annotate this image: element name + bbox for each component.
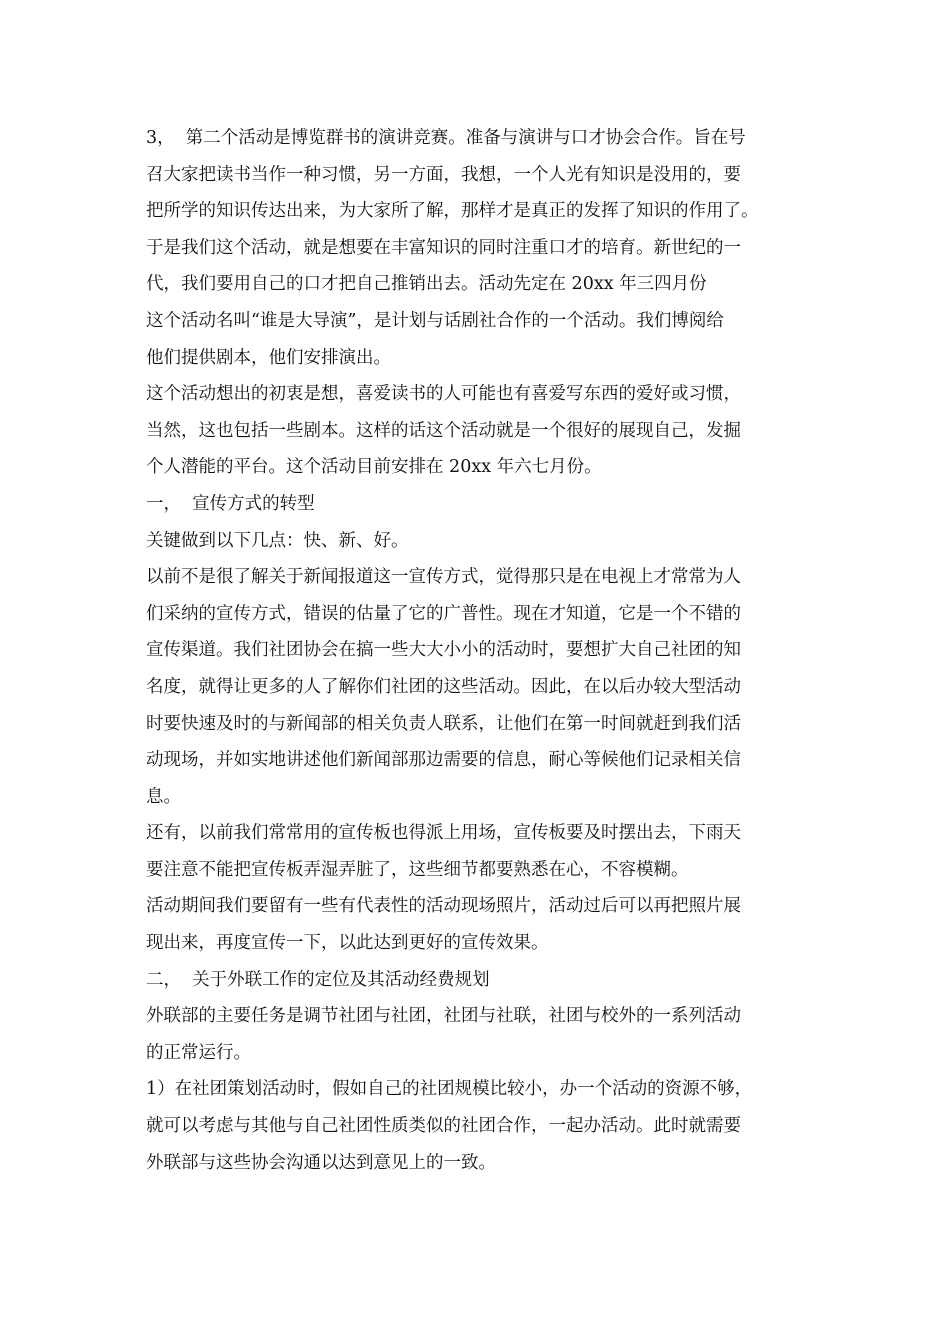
text-line: 1）在社团策划活动时，假如自己的社团规模比较小，办一个活动的资源不够， (146, 1079, 753, 1100)
text-line: 这个活动想出的初衷是想，喜爱读书的人可能也有喜爱写东西的爱好或习惯， (146, 384, 741, 405)
section-heading: 二， 关于外联工作的定位及其活动经费规划 (146, 969, 490, 990)
text-line: 还有，以前我们常常用的宣传板也得派上用场，宣传板要及时摆出去，下雨天 (146, 823, 741, 844)
text-line: 3， 第二个活动是博览群书的演讲竞赛。准备与演讲与口才协会合作。旨在号 (146, 128, 746, 148)
text-line: 名度，就得让更多的人了解你们社团的这些活动。因此，在以后办较大型活动 (146, 676, 741, 697)
text-line: 活动期间我们要留有一些有代表性的活动现场照片，活动过后可以再把照片展 (146, 896, 741, 917)
text-line: 外联部的主要任务是调节社团与社团，社团与社联，社团与校外的一系列活动 (146, 1006, 741, 1027)
text-line: 宣传渠道。我们社团协会在搞一些大大小小的活动时，要想扩大自己社团的知 (146, 640, 741, 661)
text-line: 外联部与这些协会沟通以达到意见上的一致。 (146, 1152, 496, 1173)
text-line: 于是我们这个活动，就是想要在丰富知识的同时注重口才的培育。新世纪的一 (146, 237, 741, 258)
text-line: 的正常运行。 (146, 1042, 251, 1063)
document-body (146, 120, 826, 1181)
text-line: 把所学的知识传达出来，为大家所了解，那样才是真正的发挥了知识的作用了。 (146, 201, 759, 222)
text-line: 时要快速及时的与新闻部的相关负责人联系，让他们在第一时间就赶到我们活 (146, 713, 741, 734)
text-line: 代，我们要用自己的口才把自己推销出去。活动先定在 20xx 年三四月份 (146, 274, 707, 295)
text-line: 现出来，再度宣传一下，以此达到更好的宣传效果。 (146, 933, 549, 954)
section-heading: 一， 宣传方式的转型 (146, 493, 315, 514)
text-line: 当然，这也包括一些剧本。这样的话这个活动就是一个很好的展现自己，发掘 (146, 420, 741, 441)
text-line: 关键做到以下几点：快、新、好。 (146, 530, 409, 551)
text-line: 要注意不能把宣传板弄湿弄脏了，这些细节都要熟悉在心，不容模糊。 (146, 859, 689, 880)
text-line: 动现场，并如实地讲述他们新闻部那边需要的信息，耐心等候他们记录相关信 (146, 750, 741, 771)
text-line: 们采纳的宣传方式，错误的估量了它的广普性。现在才知道，它是一个不错的 (146, 603, 741, 624)
text-line: 召大家把读书当作一种习惯，另一方面，我想，一个人光有知识是没用的，要 (146, 164, 741, 185)
text-line: 个人潜能的平台。这个活动目前安排在 20xx 年六七月份。 (146, 457, 602, 478)
text-line: 这个活动名叫“谁是大导演”，是计划与话剧社合作的一个活动。我们博阅给 (146, 310, 724, 331)
text-line: 以前不是很了解关于新闻报道这一宣传方式，觉得那只是在电视上才常常为人 (146, 567, 741, 588)
text-line: 息。 (146, 786, 181, 807)
text-line: 就可以考虑与其他与自己社团性质类似的社团合作，一起办活动。此时就需要 (146, 1116, 741, 1137)
text-line: 他们提供剧本，他们安排演出。 (146, 347, 391, 368)
